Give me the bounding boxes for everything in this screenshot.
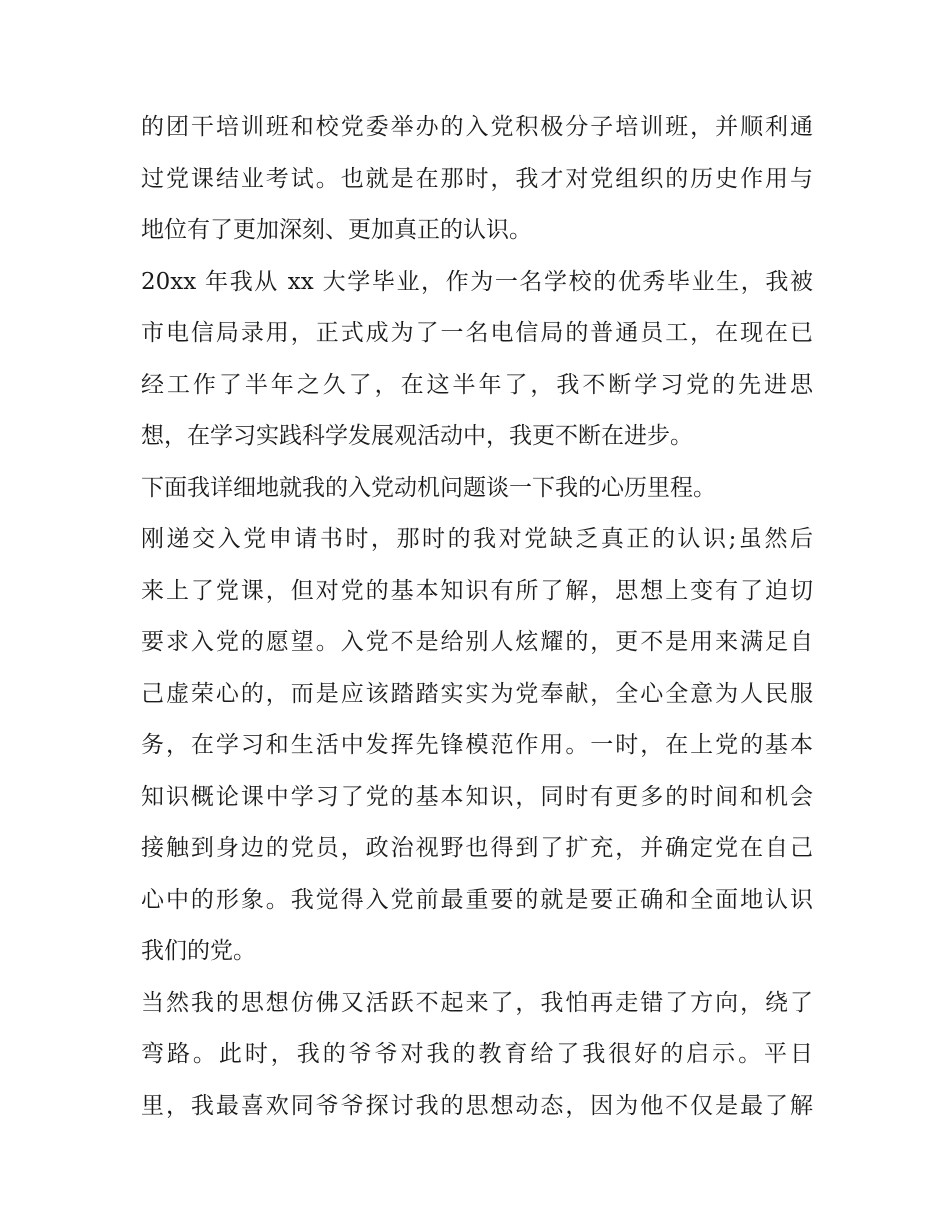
text-line: 经工作了半年之久了，在这半年了，我不断学习党的先进思 <box>141 371 813 398</box>
text-line: 20xx 年我从 xx 大学毕业，作为一名学校的优秀毕业生，我被 <box>141 268 813 295</box>
text-line: 己虚荣心的，而是应该踏踏实实为党奉献，全心全意为人民服 <box>141 680 813 707</box>
text-line: 弯路。此时，我的爷爷对我的教育给了我很好的启示。平日 <box>141 1041 813 1067</box>
text-line: 知识概论课中学习了党的基本知识，同时有更多的时间和机会 <box>141 783 813 810</box>
text-line: 接触到身边的党员，政治视野也得到了扩充，并确定党在自己 <box>141 835 813 861</box>
document-body <box>141 102 813 1132</box>
text-line: 地位有了更加深刻、更加真正的认识。 <box>141 217 532 243</box>
text-line: 的团干培训班和校党委举办的入党积极分子培训班，并顺利通 <box>141 114 813 140</box>
text-line: 心中的形象。我觉得入党前最重要的就是要正确和全面地认识 <box>141 886 813 913</box>
text-line: 市电信局录用，正式成为了一名电信局的普通员工，在现在已 <box>141 320 813 346</box>
text-line: 来上了党课，但对党的基本知识有所了解，思想上变有了迫切 <box>141 577 813 604</box>
text-line: 里，我最喜欢同爷爷探讨我的思想动态，因为他不仅是最了解 <box>141 1092 813 1119</box>
text-line: 当然我的思想仿佛又活跃不起来了，我怕再走错了方向，绕了 <box>141 989 813 1016</box>
text-line: 务，在学习和生活中发挥先锋模范作用。一时，在上党的基本 <box>141 732 813 758</box>
text-line: 刚递交入党申请书时，那时的我对党缺乏真正的认识;虽然后 <box>141 526 813 552</box>
text-line: 想，在学习实践科学发展观活动中，我更不断在进步。 <box>141 423 693 449</box>
text-line: 要求入党的愿望。入党不是给别人炫耀的，更不是用来满足自 <box>141 629 813 655</box>
text-line: 我们的党。 <box>141 938 256 964</box>
text-line: 过党课结业考试。也就是在那时，我才对党组织的历史作用与 <box>141 165 813 192</box>
text-line: 下面我详细地就我的入党动机问题谈一下我的心历里程。 <box>141 474 716 501</box>
